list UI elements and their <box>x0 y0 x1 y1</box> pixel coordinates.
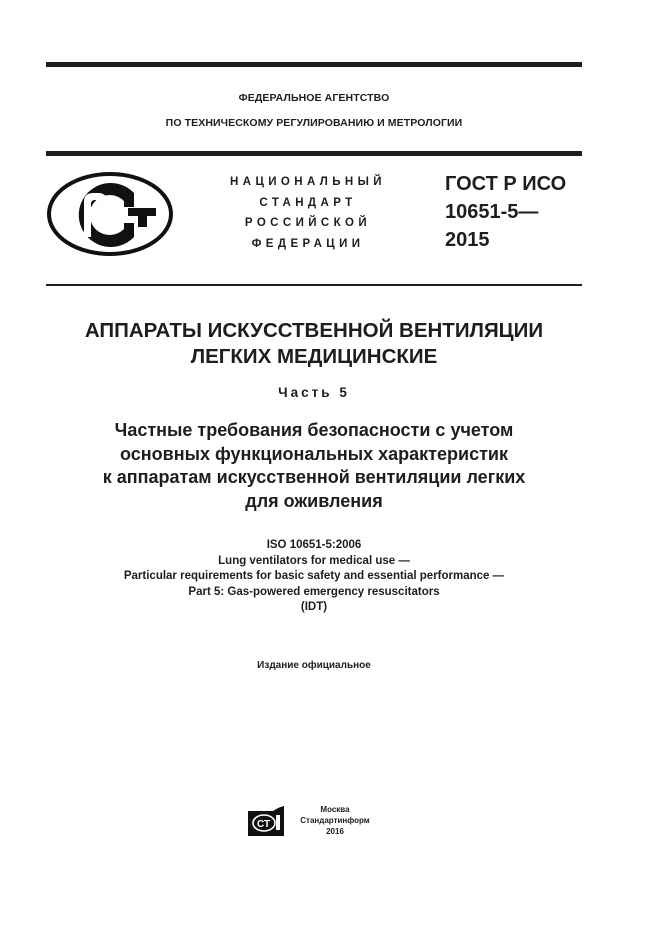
standard-designation <box>445 170 566 254</box>
iso-line-2: Lung ventilators for medical use — <box>218 554 410 567</box>
iso-line-5: (IDT) <box>300 601 328 613</box>
publisher-year: 2016 <box>326 827 344 836</box>
rst-gost-emblem-icon <box>46 171 176 259</box>
subtitle-line-2: основных функциональных характеристик <box>120 443 508 464</box>
iso-line-4: Part 5: Gas-powered emergency resuscitators <box>188 585 440 598</box>
edition-label: Издание официальное <box>257 660 371 671</box>
national-standard-label <box>222 172 394 254</box>
part-label: Часть 5 <box>278 385 350 400</box>
subtitle-line-4: для оживления <box>245 490 383 511</box>
title-line-1: АППАРАТЫ ИСКУССТВЕННОЙ ВЕНТИЛЯЦИИ <box>84 319 544 342</box>
national-line-2: СТАНДАРТ <box>259 196 357 209</box>
svg-text:СТ: СТ <box>257 819 271 830</box>
national-line-3: РОССИЙСКОЙ <box>244 217 372 229</box>
iso-line-3: Particular requirements for basic safety and essential performance — <box>123 570 505 582</box>
publisher-imprint <box>290 804 380 837</box>
designation-line-3: 2015 <box>445 229 490 251</box>
iso-reference <box>30 538 598 616</box>
header-rule <box>46 151 582 156</box>
top-rule <box>46 62 582 67</box>
subtitle-line-1: Частные требования безопасности с учетом <box>114 420 514 440</box>
iso-line-1: ISO 10651-5:2006 <box>266 539 362 551</box>
subtitle-line-3: к аппаратам искусственной вентиляции легких <box>102 467 526 487</box>
document-title <box>30 318 598 370</box>
publisher-name: Стандартинформ <box>300 816 370 825</box>
title-line-2: ЛЕГКИХ МЕДИЦИНСКИЕ <box>190 345 438 368</box>
standartinform-logo-icon <box>247 805 285 837</box>
agency-line-2: ПО ТЕХНИЧЕСКОМУ РЕГУЛИРОВАНИЮ И МЕТРОЛОГИИ <box>165 117 463 129</box>
agency-line-1: ФЕДЕРАЛЬНОЕ АГЕНТСТВО <box>238 92 390 104</box>
document-subtitle <box>30 419 598 513</box>
designation-line-2: 10651-5— <box>445 201 539 223</box>
publisher-city: Москва <box>320 805 350 814</box>
national-line-4: ФЕДЕРАЦИИ <box>251 237 365 250</box>
designation-line-1: ГОСТ Р ИСО <box>445 173 567 195</box>
national-line-1: НАЦИОНАЛЬНЫЙ <box>230 176 386 188</box>
title-rule <box>46 284 582 286</box>
